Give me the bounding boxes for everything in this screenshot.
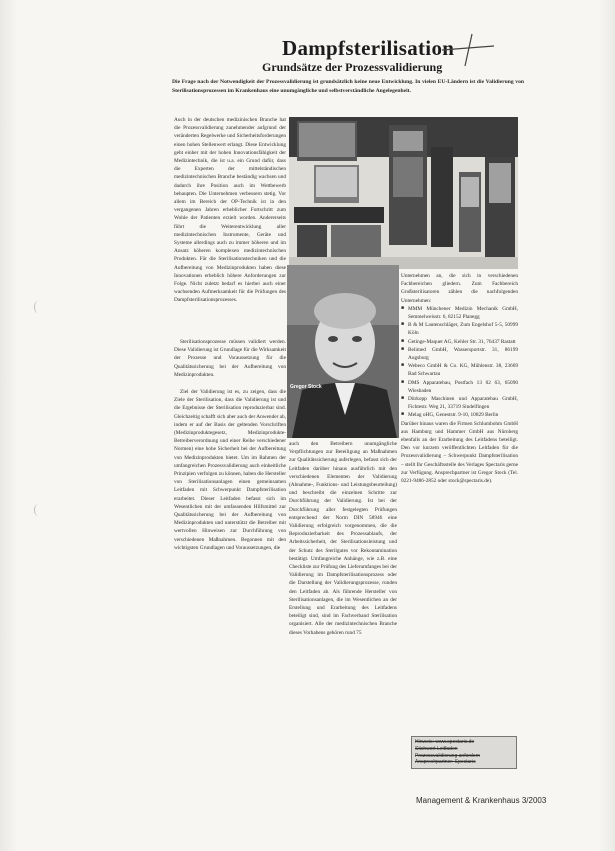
- list-item: ■ Getinge-Maquet AG, Kehler Str. 31, 76437 Rastatt: [401, 338, 518, 346]
- page-footer: Management & Krankenhaus 3/2003: [416, 796, 547, 805]
- paragraph: Ziel der Validierung ist es, zu zeigen, dass die Ziele der Sterilisation, dass die Validierung ist und die Ergebnisse der Sterilisation reproduzierbar sind. Gleichzeitig schafft sich aber auch der Anwender ab, indem er auf der Basis der geltenden Vorschriften (Medizinproduktegesetz, Medizinprodukte-Betreiberverordnung und einer Reihe verschiedener Normen) eine hohe Sicherheit bei der Aufbereitung von Medizinprodukten bietet. Um im Rahmen der umfangreichen Prozessvalidierung auch einheitliche Prinzipien verfolgen zu können, haben die Hersteller von Sterilisationsanlagen einen gemeinsamen Leitfaden mit Schwerpunkt Dampfsterilisation erarbeitet. Dieser Leitfaden befasst sich im Wesentlichen mit der umfassenden Hilfsmittel zur Qualitätssicherung bei der Aufbereitung von Medizinprodukten und unterstützt die Betreiber mit wertvollen Hinweisen zur Durchführung von verschiedenen Maßnahmen. Begonnen mit den wichtigsten Grundlagen und Voraussetzungen, die: [174, 389, 286, 551]
- list-item: ■ DMS Apparatebau, Postfach 13 02 63, 65090 Wiesbaden: [401, 379, 518, 395]
- list-item: ■ MMM Münchener Medizin Mechanik GmbH, Semmelweisstr. 6, 82152 Planegg: [401, 305, 518, 321]
- column-1-text: [174, 116, 286, 340]
- punch-hole-mark: [34, 504, 42, 516]
- sterilizer-equipment-photo: [289, 117, 518, 269]
- article-subtitle: Grundsätze der Prozessvalidierung: [262, 60, 443, 74]
- paragraph: Darüber hinaus waren die Firmen Schlumbohm GmbH aus Hamburg und Hammer GmbH aus Nürnberg ebenfalls an der Erarbeitung des Leitfadens beteiligt. Den vor kurzem veröffentlichten Leitfaden für die Prozessvalidierung – Schwerpunkt Dampfsterilisation – stellt Ihr Geschäftsstelle des Verlages Spectaris gerne zur Verfügung. Ansprechpartner ist Gregor Stock (Tel. 0221-9486-2852 oder stock@spectaris.de).: [401, 420, 518, 485]
- paragraph: Sterilisationsprozesse müssen validiert werden. Diese Validierung ist Grundlage für die Wirksamkeit der Prozesse und Voraussetzung für die Qualitätssicherung bei der Aufbereitung von Medizinprodukten.: [174, 339, 286, 378]
- column-1-text-b: [174, 338, 286, 386]
- person-portrait-icon: [287, 265, 399, 438]
- paragraph: auch den Betreibern unumgängliche Verpflichtungen zur Beteiligung an Maßnahmen zur Qualitätssicherung auferlegen, befasst sich der Leitfaden darüber hinaus ausführlich mit den verschiedenen Elementen der Validierung (Abnahme-, Funktions- und Leistungsbeurteilung) und beschreibt die einzelnen Schritte zur Durchführung der Validierung. Ist bei der Durchführung aller festgelegten Prüfungen entsprechend der Norm DIN 58946 eine Validierung erfolgreich vorgenommen, die die Reproduzierbarkeit des Prozessablaufs, der Arbeitssicherheit, der Sterilisationsleistung und der Schutz des Sterilgutes vor Rekontamination bestätigt. Umfangreiche Anhänge, wie z.B. eine Checkliste zur Prüfung des Lieferumfanges bei der Validierung im Dampfsterilisationsprozess oder die Darstellung der Validierungsprozesse, runden den Leitfaden ab. Als führende Hersteller von Sterilisationsanlagen, die im Wesentlichen an der Erstellung und Erarbeitung des Leitfadens beteiligt sind, sind im Fachverband Sterilisation organisiert. Alle der medizintechnischen Branche dieses Vorhabens gehören rund 75: [289, 441, 397, 636]
- list-item: ■ Melag oHG, Geneststr. 9-10, 10829 Berlin: [401, 411, 518, 419]
- paragraph: Unternehmen an, die sich in verschiedenen Fachbereichen gliedern. Zum Fachbereich Großsterilisatoren zählen die nachfolgenden Unternehmen:: [401, 273, 518, 304]
- info-box-line: Hinweis: www.spectaris.de: [415, 739, 475, 745]
- list-item: ■ Dürkopp Maschinen und Apparatebau GmbH, Fichtestr. Weg 21, 33719 Sindelfingen: [401, 395, 518, 411]
- article-title: Dampfsterilisation: [282, 36, 455, 60]
- info-box-line: Ansprechpartner: Spectaris: [415, 759, 476, 766]
- column-2-text: [289, 440, 397, 768]
- paragraph: Auch in der deutschen medizinischen Branche hat die Prozessvalidierung zunehmender aufgrund der veränderten Regelwerke und Sicherheitsforderungen einen hohen Stellenwert erlangt. Diese Entwicklung geht einher mit der hohen Innovationsfähigkeit der Medizintechnik, die ist u.a. ein Grund dafür, dass die Experten der mittelständischen medizintechnischen Branche beständig wachsen und dadurch ihre Position auch im Wettbewerb behaupten. Die Unternehmen verbessern stetig. Vor allem im Bereich der OP-Technik ist in den vergangenen Jahren erheblicher Fortschritt zum Wohle der Patienten erzielt worden. Andererseits führt die Weiterentwicklung aller medizintechnischen Instrumente, Geräte und Systeme allerdings auch zu immer höheren und im Ansatz höheren komplexen medizintechnischen Produkten. Für die Sterilisationstechniken und die Aufbereitung von Medizinprodukten haben diese Innovationen erheblich höhere Anforderungen zur Folge. Nicht zuletzt bedarf es hierbei auch einer wachsenden Aufmerksamkeit für die Prüfungen des Dampfsterilisationsprozesses.: [174, 117, 286, 304]
- column-3-text: [401, 272, 518, 720]
- article-intro: Die Frage nach der Notwendigkeit der Prozessvalidierung ist grundsätzlich keine neue Entwicklung. In vielen EU-Ländern ist die Validierung von Sterilisationsprozessen im Krankenhaus eine unumgängliche und selbstverständliche Angelegenheit.: [172, 79, 524, 94]
- punch-hole-mark: [34, 301, 42, 313]
- info-box-line: Prozessvalidierung anfordern: [415, 752, 481, 759]
- column-1-text-c: [174, 388, 286, 768]
- photo-caption: Gregor Stock: [290, 384, 322, 390]
- portrait-photo: [287, 265, 399, 438]
- list-item: ■ B & M Lautenschläger, Zum Engelshof 5-5, 50999 Köln: [401, 321, 518, 337]
- company-list: [401, 305, 518, 420]
- info-box-line: Stichwort Leitfaden: [415, 745, 458, 752]
- list-item: ■ Webeco GmbH & Co. KG, Mühlenstr. 38, 23669 Bad Schwartau: [401, 362, 518, 378]
- list-item: ■ Belimed GmbH, Wassersportstr. 31, 86199 Augsburg: [401, 346, 518, 362]
- handwritten-mark-icon: [438, 30, 498, 70]
- info-box: [411, 736, 517, 769]
